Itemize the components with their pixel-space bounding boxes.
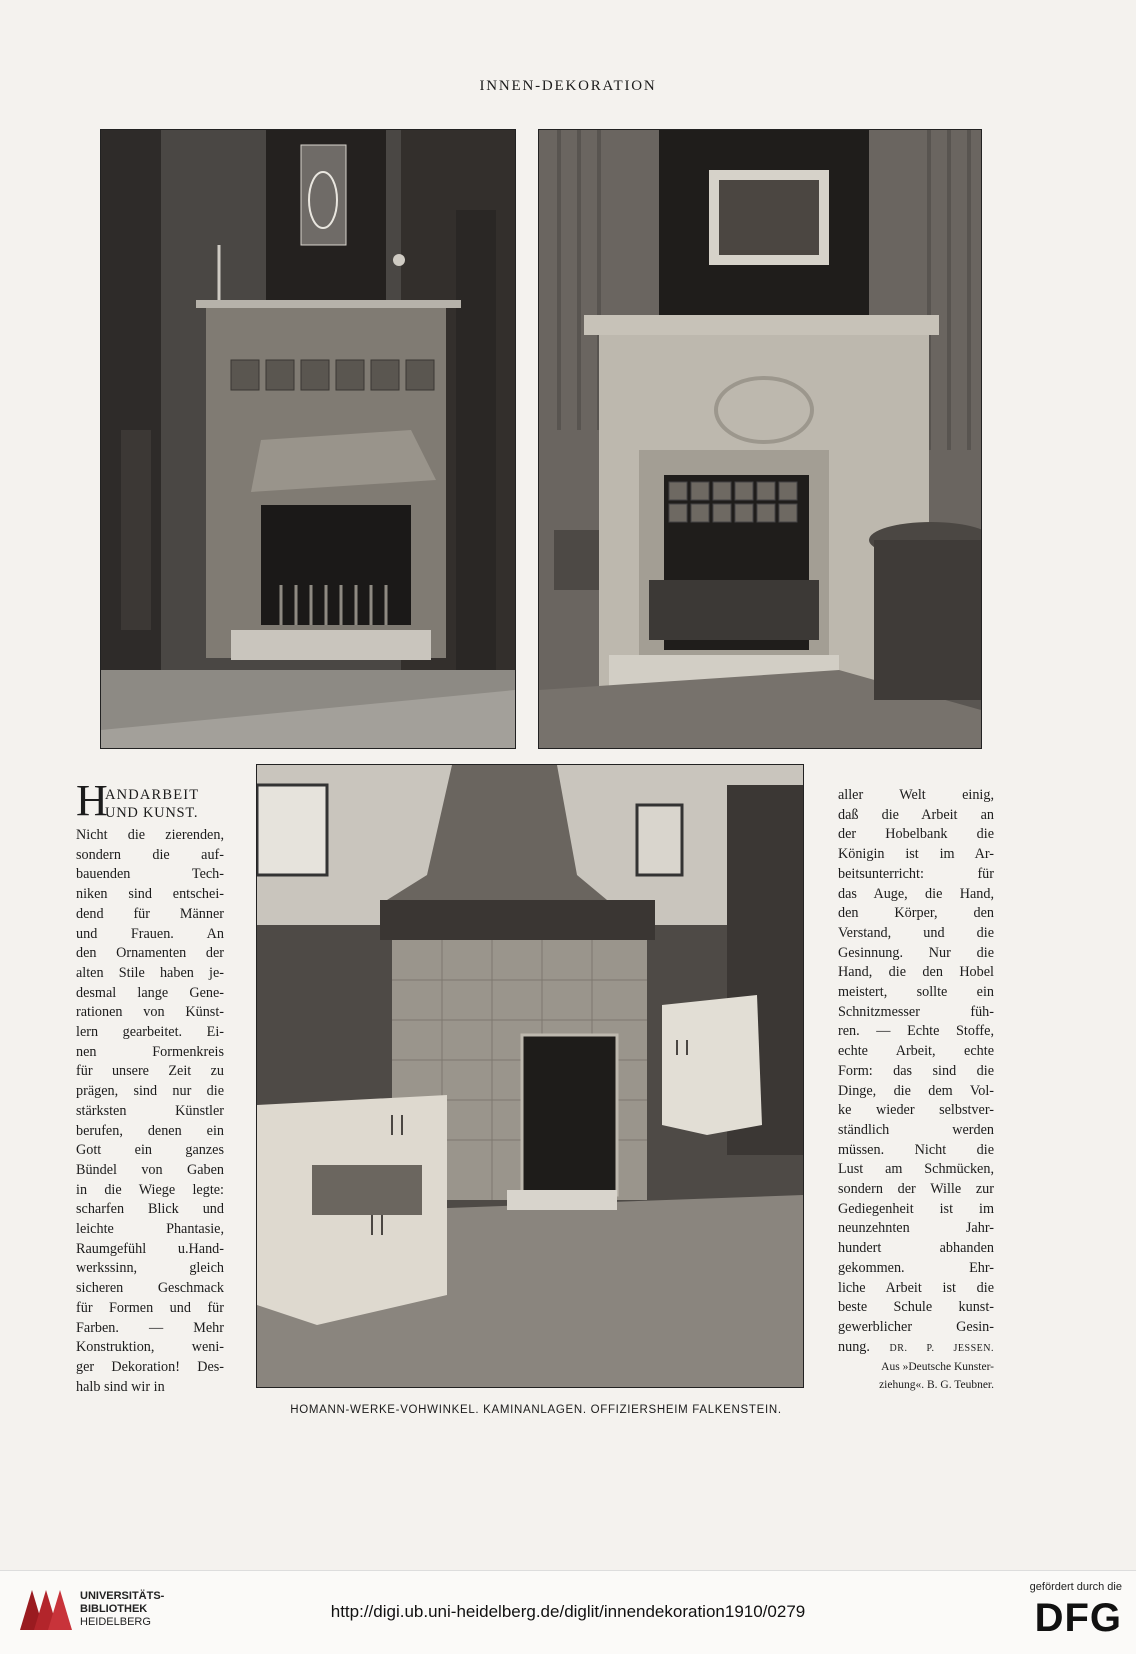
photo-mantel-fireplace [538, 129, 982, 749]
text-line: werkssinn, gleich [76, 1260, 224, 1277]
text-line: echte Arbeit, echte [838, 1043, 994, 1060]
text-line: niken sind entschei- [76, 886, 224, 903]
text-line: halb sind wir in [76, 1378, 165, 1395]
text-line: bauenden Tech- [76, 866, 224, 883]
running-head: INNEN-DEKORATION [479, 78, 657, 94]
text-line: prägen, sind nur die [76, 1083, 224, 1100]
text-line: leichte Phantasie, [76, 1221, 224, 1238]
source-note [838, 1358, 994, 1394]
text-line: lern gearbeitet. Ei- [76, 1024, 224, 1041]
text-line: in die Wiege legte: [76, 1181, 224, 1198]
author-signature: DR. P. JESSEN. [889, 1342, 994, 1354]
text-line: dend für Männer [76, 905, 224, 922]
signature-word: nung. [838, 1338, 870, 1355]
text-line: ke wieder selbstver- [838, 1102, 994, 1119]
source-line-2: ziehung«. B. G. Teubner. [879, 1379, 994, 1392]
text-line: Königin ist im Ar- [838, 846, 994, 863]
text-line: sicheren Geschmack [76, 1280, 224, 1297]
text-line: Gediegenheit ist im [838, 1200, 994, 1217]
text-line: Dinge, die dem Vol- [838, 1082, 994, 1099]
text-line: Raumgefühl u.Hand- [76, 1240, 224, 1257]
heading-line-1: ANDARBEIT [105, 787, 200, 803]
text-line: berufen, denen ein [76, 1122, 224, 1139]
text-line: für Formen und für [76, 1299, 224, 1316]
right-text-column [838, 786, 994, 1394]
text-line: desmal lange Gene- [76, 984, 224, 1001]
library-name-line-3: HEIDELBERG [80, 1615, 151, 1628]
text-line: das Auge, die Hand, [838, 885, 994, 902]
source-url-link[interactable]: http://digi.ub.uni-heidelberg.de/diglit/innendekoration1910/0279 [330, 1602, 806, 1621]
text-line: rationen von Künst- [76, 1004, 224, 1021]
left-text-column [76, 776, 224, 1397]
text-line: scharfen Blick und [76, 1201, 224, 1218]
source-line-1: Aus »Deutsche Kunster- [881, 1361, 994, 1374]
article-heading [76, 776, 224, 826]
text-line: Gott ein ganzes [76, 1142, 224, 1159]
text-line: Gesinnung. Nur die [838, 944, 994, 961]
text-line: gewerblicher Gesin- [838, 1318, 994, 1335]
text-line: beitsunterricht: für [838, 865, 994, 882]
text-line: ständlich werden [838, 1121, 994, 1138]
text-line: aller Welt einig, [838, 787, 994, 803]
text-line: Hand, die den Hobel [838, 964, 994, 981]
text-line: ren. — Echte Stoffe, [838, 1023, 994, 1040]
text-line: nen Formenkreis [76, 1043, 224, 1060]
text-line: Lust am Schmücken, [838, 1161, 994, 1178]
text-line: Bündel von Gaben [76, 1161, 224, 1178]
text-line: alten Stile haben je- [76, 964, 224, 981]
text-line: hundert abhanden [838, 1240, 994, 1257]
dfg-logo[interactable]: DFG [1034, 1596, 1122, 1640]
text-line: ger Dekoration! Des- [76, 1358, 224, 1375]
text-line: beste Schule kunst- [838, 1299, 994, 1316]
funding-note: gefördert durch die [1029, 1581, 1122, 1593]
dropcap: H [76, 776, 108, 825]
text-line: den Körper, den [838, 905, 994, 922]
library-name-line-1: UNIVERSITÄTS- [80, 1589, 165, 1602]
text-line: und Frauen. An [76, 925, 224, 942]
text-line: gekommen. Ehr- [838, 1259, 994, 1276]
heading-line-2: UND KUNST. [105, 805, 199, 821]
left-body-text [76, 826, 224, 1397]
text-line: Schnitzmesser füh- [838, 1003, 994, 1020]
signature-line [838, 1338, 994, 1359]
text-line: Verstand, und die [838, 924, 994, 941]
text-line: für unsere Zeit zu [76, 1063, 224, 1080]
text-line: Konstruktion, weni- [76, 1339, 224, 1356]
text-line: sondern der Wille zur [838, 1181, 994, 1198]
text-line: sondern die auf- [76, 846, 224, 863]
text-line: liche Arbeit ist die [838, 1279, 994, 1296]
text-line: meistert, sollte ein [838, 984, 994, 1001]
text-line: müssen. Nicht die [838, 1141, 994, 1158]
text-line: Form: das sind die [838, 1062, 994, 1079]
photo-tiled-fireplace [100, 129, 516, 749]
text-line: daß die Arbeit an [838, 806, 994, 823]
text-line: Farben. — Mehr [76, 1319, 224, 1336]
library-name-line-2: BIBLIOTHEK [80, 1602, 148, 1615]
right-body-text [838, 786, 994, 1338]
text-line: neunzehnten Jahr- [838, 1220, 994, 1237]
text-line: stärksten Künstler [76, 1102, 224, 1119]
text-line: den Ornamenten der [76, 945, 224, 962]
text-line: Nicht die zierenden, [76, 827, 224, 843]
photo-caption: HOMANN-WERKE-VOHWINKEL. KAMINANLAGEN. OFFIZIERSHEIM FALKENSTEIN. [290, 1404, 782, 1416]
photo-room-fireplace [256, 764, 804, 1388]
text-line: der Hobelbank die [838, 826, 994, 843]
